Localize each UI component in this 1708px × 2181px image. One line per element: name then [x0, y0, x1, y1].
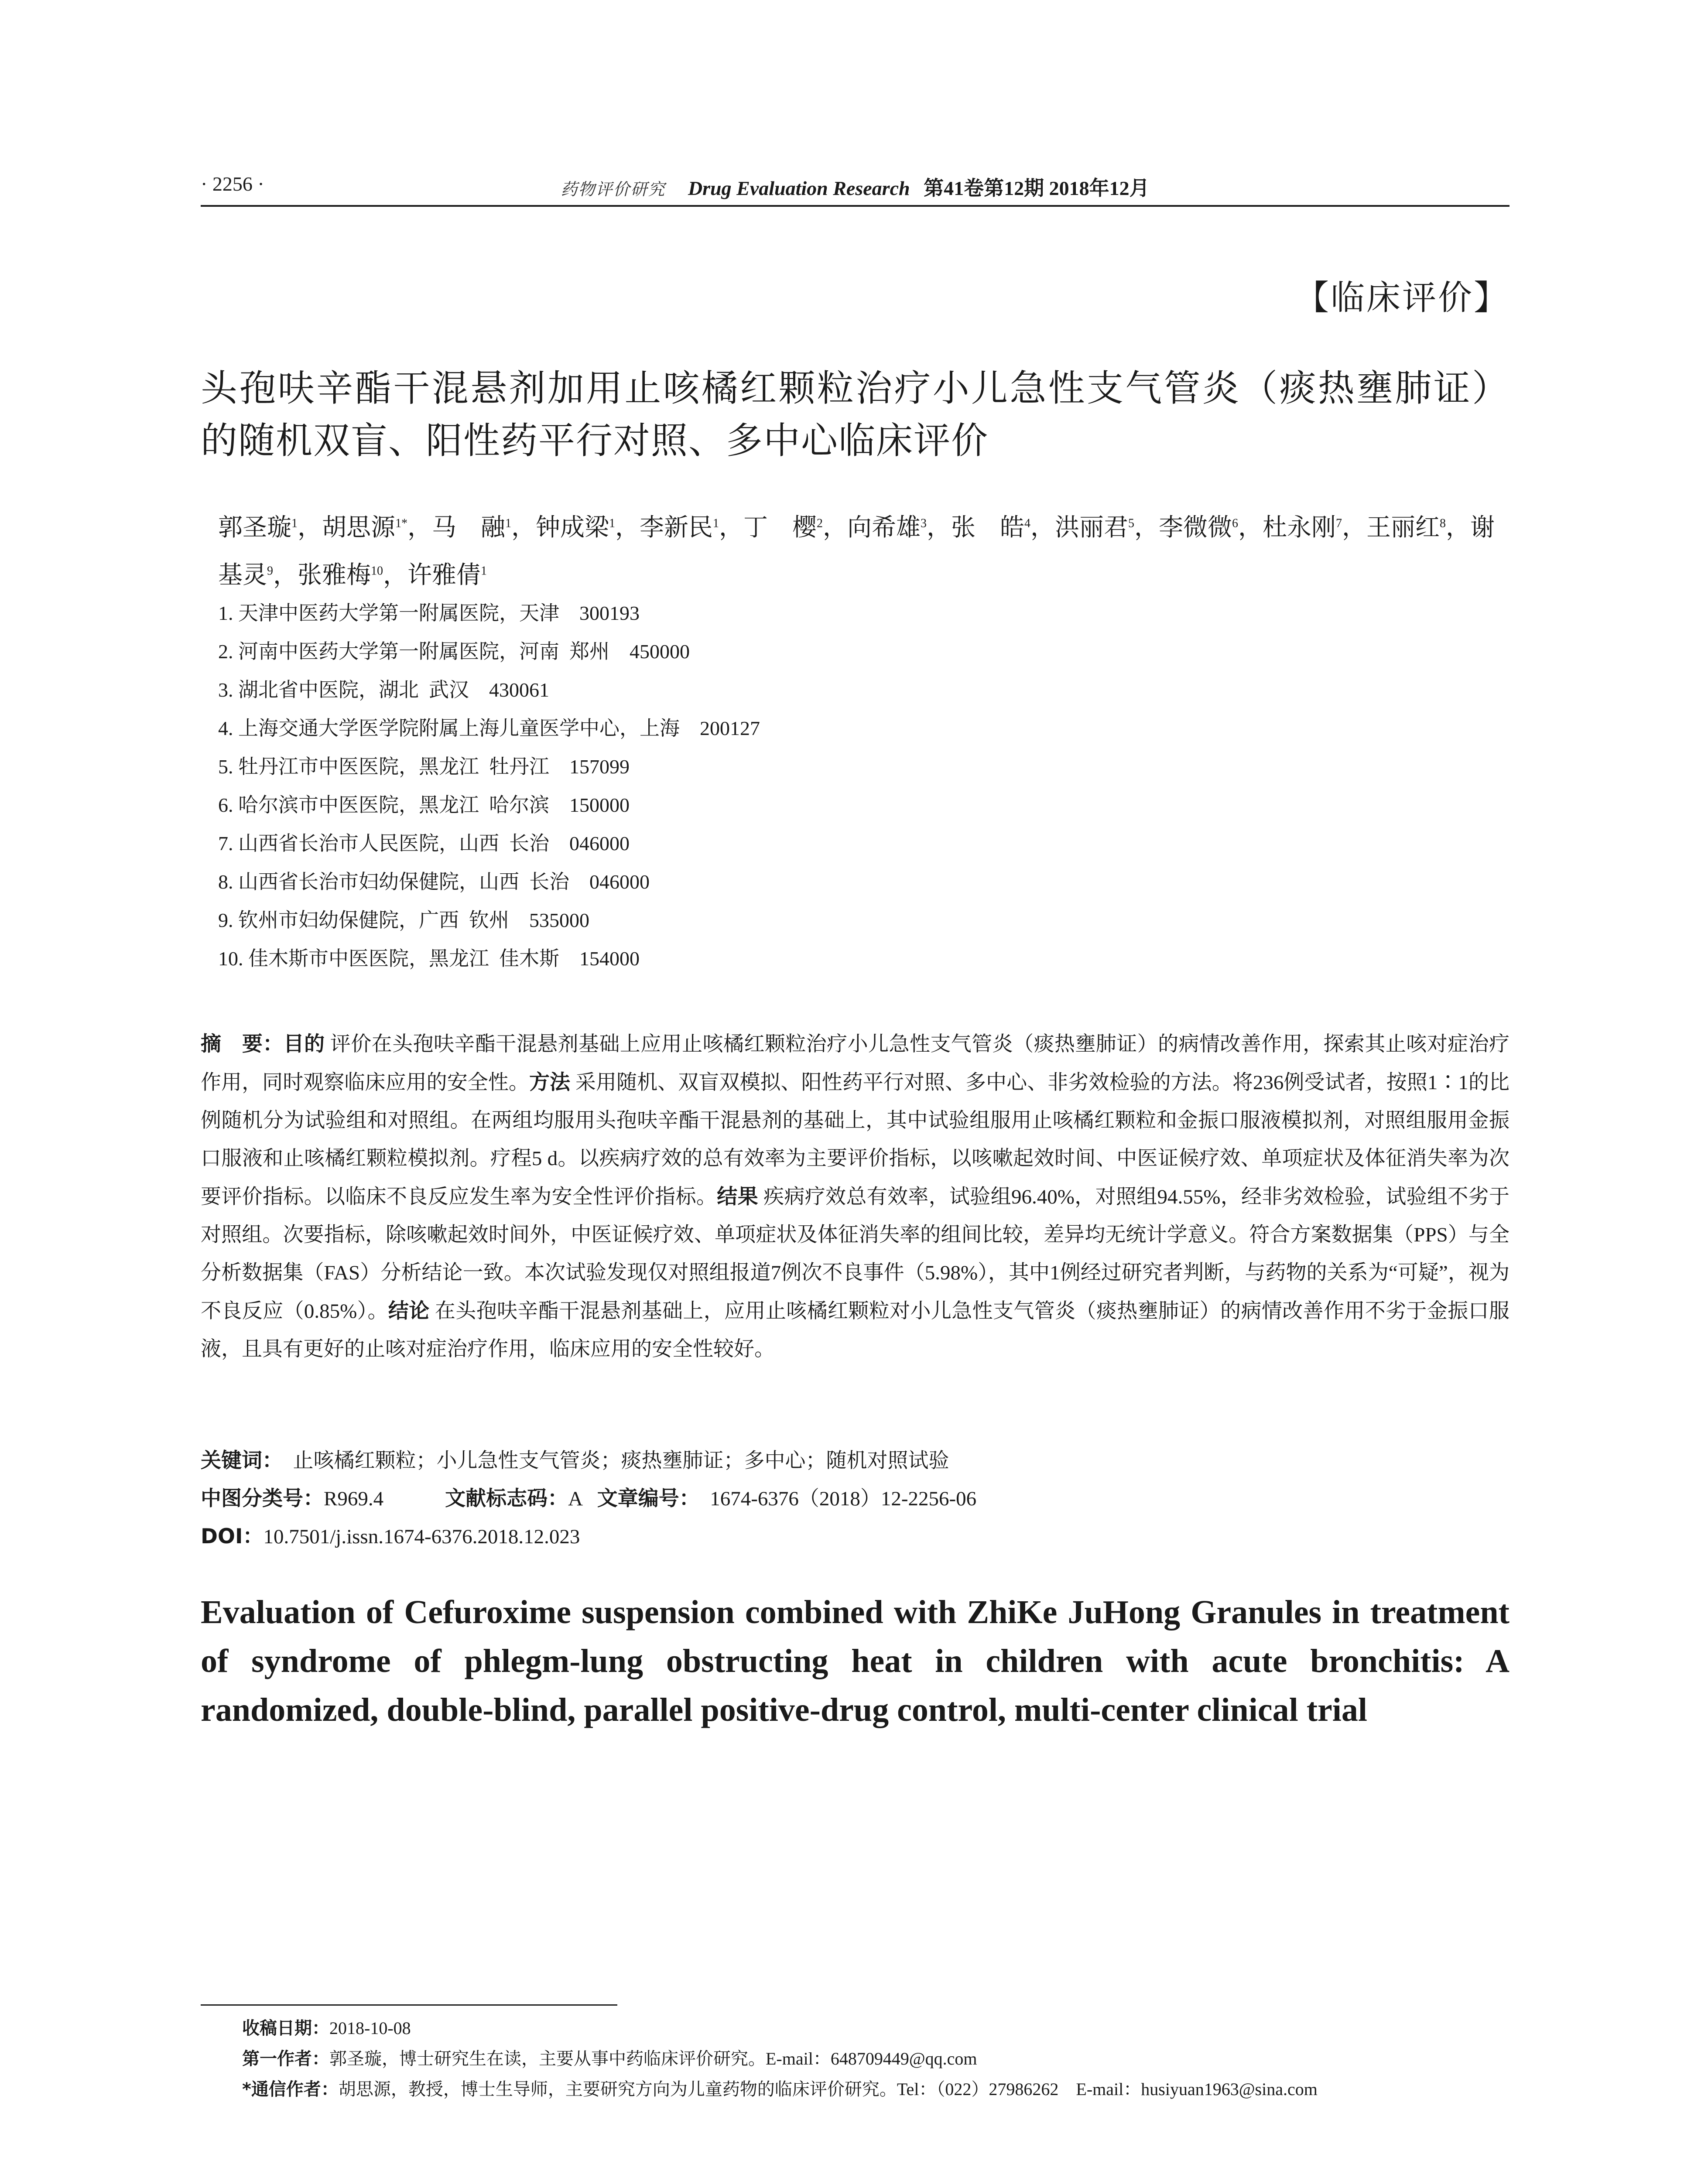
conclusion-label: 结论	[388, 1299, 430, 1323]
corresponding-label: *通信作者：	[242, 2079, 339, 2099]
first-author-text: 郭圣璇，博士研究生在读，主要从事中药临床评价研究。E-mail：648709449@qq.com	[329, 2049, 977, 2068]
author-affiliation-mark: 1	[713, 516, 719, 530]
author-affiliation-mark: 2	[817, 516, 823, 530]
author-name: 杜永刚	[1263, 514, 1336, 541]
affiliation-item: 3. 湖北省中医院，湖北 武汉 430061	[218, 679, 549, 701]
author-name: 郭圣璇	[218, 514, 291, 541]
author-name: 向希雄	[847, 514, 921, 541]
author-name: 王丽红	[1366, 514, 1440, 541]
author	[847, 514, 927, 541]
results-label: 结果	[717, 1185, 758, 1209]
keywords-text: 止咳橘红颗粒；小儿急性支气管炎；痰热壅肺证；多中心；随机对照试验	[293, 1449, 949, 1472]
author-affiliation-mark: 4	[1024, 516, 1030, 530]
author	[951, 514, 1030, 541]
doi-label: DOI：	[201, 1525, 264, 1549]
author	[322, 514, 407, 541]
affiliation-list	[218, 594, 1509, 978]
doi-value: 10.7501/j.issn.1674-6376.2018.12.023	[263, 1525, 580, 1548]
affiliation-item: 5. 牡丹江市中医医院，黑龙江 牡丹江 157099	[218, 755, 630, 778]
footnote-first-author	[242, 2044, 1509, 2074]
doc-code-value: A	[568, 1487, 582, 1510]
abstract	[201, 1025, 1509, 1368]
keywords-line	[201, 1442, 1509, 1480]
objective-label: 目的	[283, 1032, 325, 1056]
article-no-label: 文章编号：	[597, 1487, 700, 1511]
title-zh: 头孢呋辛酯干混悬剂加用止咳橘红颗粒治疗小儿急性支气管炎（痰热壅肺证）的随机双盲、阳性药平行对照、多中心临床评价	[201, 367, 1509, 462]
author	[1055, 514, 1134, 541]
author-name: 钟成梁	[536, 514, 609, 541]
paper-page	[201, 0, 1509, 2181]
author-affiliation-mark: 1	[291, 516, 298, 530]
author-name: 李新民	[640, 514, 713, 541]
author-name: 李微微	[1159, 514, 1232, 541]
author-name: 马 融	[432, 514, 505, 541]
author-name: 谢基灵	[218, 514, 1495, 589]
author-affiliation-mark: 1*	[395, 516, 407, 530]
classification-line	[201, 1480, 1509, 1518]
author	[536, 514, 615, 541]
corresponding-text: 胡思源，教授，博士生导师，主要研究方向为儿童药物的临床评价研究。Tel：（022）27986262 E-mail：husiyuan1963@sina.com	[338, 2079, 1318, 2099]
footnote-rule	[201, 2004, 617, 2006]
affiliation-item: 4. 上海交通大学医学院附属上海儿童医学中心，上海 200127	[218, 717, 760, 739]
affiliation-item: 1. 天津中医药大学第一附属医院，天津 300193	[218, 602, 640, 624]
title-en: Evaluation of Cefuroxime suspension combined with ZhiKe JuHong Granules in treatment of syndrome of phlegm-lung obstructing heat in children with acute bronchitis: A randomized, double-blind, parallel positive-drug control, multi-center clinical trial	[201, 1594, 1509, 1728]
article-no-value: 1674-6376（2018）12-2256-06	[710, 1487, 977, 1510]
received-date: 2018-10-08	[329, 2018, 411, 2038]
methods-text: 采用随机、双盲双模拟、阳性药平行对照、多中心、非劣效检验的方法。将236例受试者，按照1∶1的比例随机分为试验组和对照组。在两组均服用头孢呋辛酯干混悬剂的基础上，其中试验组服用止咳橘红颗粒和金振口服液模拟剂，对照组服用金振口服液和止咳橘红颗粒模拟剂。疗程5 d。以疾病疗效的总有效率为主要评价指标，以咳嗽起效时间、中医证候疗效、单项症状及体征消失率为次要评价指标。以临床不良反应发生率为安全性评价指标。	[201, 1071, 1510, 1208]
author-name: 胡思源	[322, 514, 395, 541]
author-name: 洪丽君	[1055, 514, 1128, 541]
issue-info: 第41卷第12期 2018年12月	[924, 177, 1150, 199]
author	[1263, 514, 1342, 541]
author-name: 张 皓	[951, 514, 1024, 541]
received-label: 收稿日期：	[242, 2018, 329, 2038]
author-name: 许雅倩	[407, 562, 481, 589]
author	[407, 562, 487, 589]
author-affiliation-mark: 1	[505, 516, 511, 530]
author-list: 郭圣璇$^1$，胡思源$^{1*}$，马 融$^1$，钟成梁$^1$，李新民$^1$，丁 樱$^2$，向希雄$^3$，张 皓$^4$，洪丽君$^5$，李微微$^6$，杜永刚$^7$，王丽红$^8$，谢基灵$^9$，张雅梅$^{10}$，许雅倩$^1$	[218, 514, 1495, 589]
running-header	[201, 172, 1509, 203]
abstract-label: 摘 要：	[201, 1032, 284, 1056]
affiliation-item: 7. 山西省长治市人民医院，山西 长治 046000	[218, 832, 630, 855]
header-rule	[201, 205, 1509, 207]
author-affiliation-mark: 5	[1128, 516, 1134, 530]
author-affiliation-mark: 1	[481, 564, 487, 578]
author-name: 张雅梅	[298, 562, 371, 589]
methods-label: 方法	[529, 1070, 571, 1094]
author-affiliation-mark: 10	[371, 564, 383, 578]
author-name: 丁 樱	[743, 514, 817, 541]
author-affiliation-mark: 1	[609, 516, 615, 530]
affiliation-item: 10. 佳木斯市中医医院，黑龙江 佳木斯 154000	[218, 947, 640, 970]
author-affiliation-mark: 3	[921, 516, 927, 530]
author	[298, 562, 383, 589]
footnote-list	[242, 2013, 1509, 2105]
results-text: 疾病疗效总有效率，试验组96.40%，对照组94.55%，经非劣效检验，试验组不劣于对照组。次要指标，除咳嗽起效时间外，中医证候疗效、单项症状及体征消失率的组间比较，差异均无统计学意义。符合方案数据集（PPS）与全分析数据集（FAS）分析结论一致。本次试验发现仅对照组报道7例次不良事件（5.98%），其中1例经过研究者判断，与药物的关系为“可疑”，视为不良反应（0.85%）。	[201, 1186, 1510, 1323]
affiliation-item: 9. 钦州市妇幼保健院，广西 钦州 535000	[218, 909, 589, 931]
clc-value: R969.4	[324, 1487, 384, 1510]
doi-line	[201, 1518, 1509, 1556]
affiliation-item: 2. 河南中医药大学第一附属医院，河南 郑州 450000	[218, 640, 690, 663]
footnote-corresponding	[242, 2074, 1509, 2105]
affiliation-item: 6. 哈尔滨市中医医院，黑龙江 哈尔滨 150000	[218, 794, 630, 816]
keywords-label: 关键词：	[201, 1449, 283, 1473]
conclusion-text: 在头孢呋辛酯干混悬剂基础上，应用止咳橘红颗粒对小儿急性支气管炎（痰热壅肺证）的病情改善作用不劣于金振口服液，且具有更好的止咳对症治疗作用，临床应用的安全性较好。	[201, 1300, 1510, 1361]
author	[743, 514, 823, 541]
author	[640, 514, 719, 541]
author	[1366, 514, 1446, 541]
author-affiliation-mark: 6	[1232, 516, 1238, 530]
author	[218, 514, 298, 541]
objective-text: 评价在头孢呋辛酯干混悬剂基础上应用止咳橘红颗粒治疗小儿急性支气管炎（痰热壅肺证）的病情改善作用，探索其止咳对症治疗作用，同时观察临床应用的安全性。	[201, 1033, 1510, 1094]
author-affiliation-mark: 9	[267, 564, 273, 578]
author-affiliation-mark: 7	[1336, 516, 1342, 530]
footnote-received	[242, 2013, 1509, 2044]
first-author-label: 第一作者：	[242, 2049, 329, 2069]
author-affiliation-mark: 8	[1440, 516, 1446, 530]
journal-logo: 药物评价研究	[561, 180, 666, 199]
page-number: · 2256 ·	[201, 173, 264, 195]
journal-line	[201, 172, 1509, 201]
doc-code-label: 文献标志码：	[445, 1487, 568, 1511]
column-tag: 【临床评价】	[1294, 278, 1509, 318]
journal-name: Drug Evaluation Research	[688, 177, 910, 199]
affiliation-item: 8. 山西省长治市妇幼保健院，山西 长治 046000	[218, 871, 650, 893]
author	[1159, 514, 1238, 541]
clc-label: 中图分类号：	[201, 1487, 324, 1511]
author	[432, 514, 511, 541]
